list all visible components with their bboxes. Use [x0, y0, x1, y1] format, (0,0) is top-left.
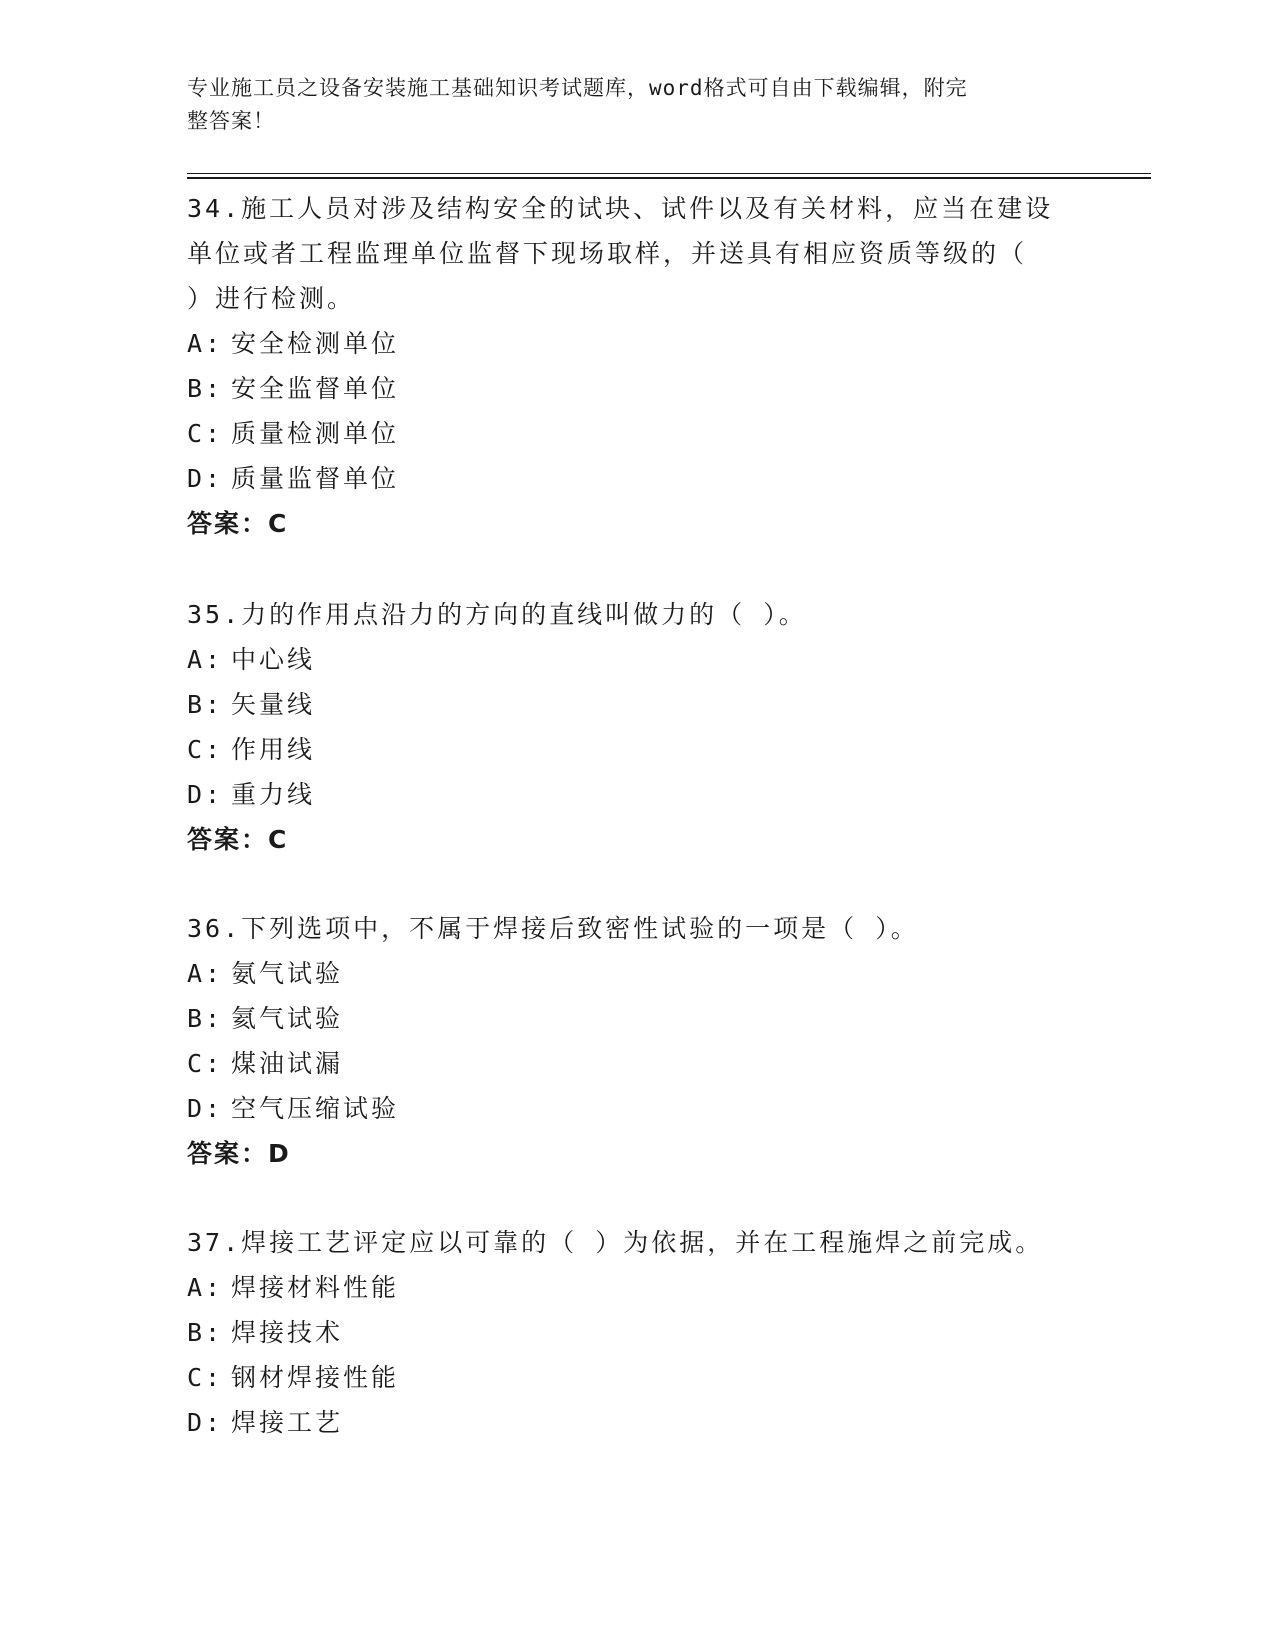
option-text: 煤油试漏 — [231, 1049, 344, 1078]
question-36 — [187, 906, 1067, 1176]
option-key: A: — [187, 1273, 224, 1302]
option-text: 安全检测单位 — [231, 329, 400, 358]
option-d — [187, 1086, 1067, 1131]
option-text: 重力线 — [231, 780, 316, 809]
option-b — [187, 996, 1067, 1041]
option-key: D: — [187, 1094, 224, 1123]
option-key: D: — [187, 780, 224, 809]
option-c — [187, 1355, 1067, 1400]
option-key: C: — [187, 1363, 224, 1392]
option-text: 氦气试验 — [231, 1004, 344, 1033]
option-d — [187, 1400, 1067, 1445]
header-line-2: 整答案！ — [187, 109, 275, 133]
option-c — [187, 411, 1067, 456]
option-key: D: — [187, 1408, 224, 1437]
option-text: 焊接材料性能 — [231, 1273, 400, 1302]
question-34 — [187, 186, 1067, 546]
question-stem-line: 单位或者工程监理单位监督下现场取样，并送具有相应资质等级的（ — [187, 239, 1028, 268]
answer-line: 答案：C — [187, 825, 289, 854]
question-35 — [187, 592, 1067, 862]
option-text: 质量监督单位 — [231, 464, 400, 493]
option-key: C: — [187, 1049, 224, 1078]
answer-line: 答案：C — [187, 509, 289, 538]
option-text: 质量检测单位 — [231, 419, 400, 448]
question-stem-line: 36.下列选项中，不属于焊接后致密性试验的一项是（ ）。 — [187, 914, 919, 943]
option-b — [187, 366, 1067, 411]
option-key: A: — [187, 329, 224, 358]
option-key: B: — [187, 374, 224, 403]
option-a — [187, 637, 1067, 682]
question-stem-line: 35.力的作用点沿力的方向的直线叫做力的（ ）。 — [187, 600, 807, 629]
document-header — [187, 72, 1067, 138]
header-divider-thick — [187, 177, 1151, 179]
option-text: 作用线 — [231, 735, 316, 764]
option-text: 焊接技术 — [231, 1318, 344, 1347]
option-b — [187, 1310, 1067, 1355]
option-a — [187, 321, 1067, 366]
question-stem-line: 34.施工人员对涉及结构安全的试块、试件以及有关材料，应当在建设 — [187, 194, 1054, 223]
option-a — [187, 951, 1067, 996]
option-text: 安全监督单位 — [231, 374, 400, 403]
option-b — [187, 682, 1067, 727]
option-key: A: — [187, 959, 224, 988]
option-d — [187, 456, 1067, 501]
question-stem-line: 37.焊接工艺评定应以可靠的（ ）为依据，并在工程施焊之前完成。 — [187, 1228, 1044, 1257]
option-key: B: — [187, 1004, 224, 1033]
option-key: A: — [187, 645, 224, 674]
option-text: 焊接工艺 — [231, 1408, 344, 1437]
option-key: C: — [187, 419, 224, 448]
option-text: 中心线 — [231, 645, 316, 674]
option-key: D: — [187, 464, 224, 493]
option-key: C: — [187, 735, 224, 764]
header-line-1: 专业施工员之设备安装施工基础知识考试题库，word格式可自由下载编辑，附完 — [187, 76, 968, 100]
option-key: B: — [187, 1318, 224, 1347]
option-text: 空气压缩试验 — [231, 1094, 400, 1123]
option-text: 氨气试验 — [231, 959, 344, 988]
question-37 — [187, 1220, 1067, 1445]
option-text: 钢材焊接性能 — [231, 1363, 400, 1392]
option-text: 矢量线 — [231, 690, 316, 719]
option-d — [187, 772, 1067, 817]
option-c — [187, 727, 1067, 772]
option-c — [187, 1041, 1067, 1086]
option-key: B: — [187, 690, 224, 719]
answer-line: 答案：D — [187, 1139, 291, 1168]
header-divider-thin — [187, 173, 1151, 174]
question-stem-line: ）进行检测。 — [187, 284, 356, 313]
option-a — [187, 1265, 1067, 1310]
